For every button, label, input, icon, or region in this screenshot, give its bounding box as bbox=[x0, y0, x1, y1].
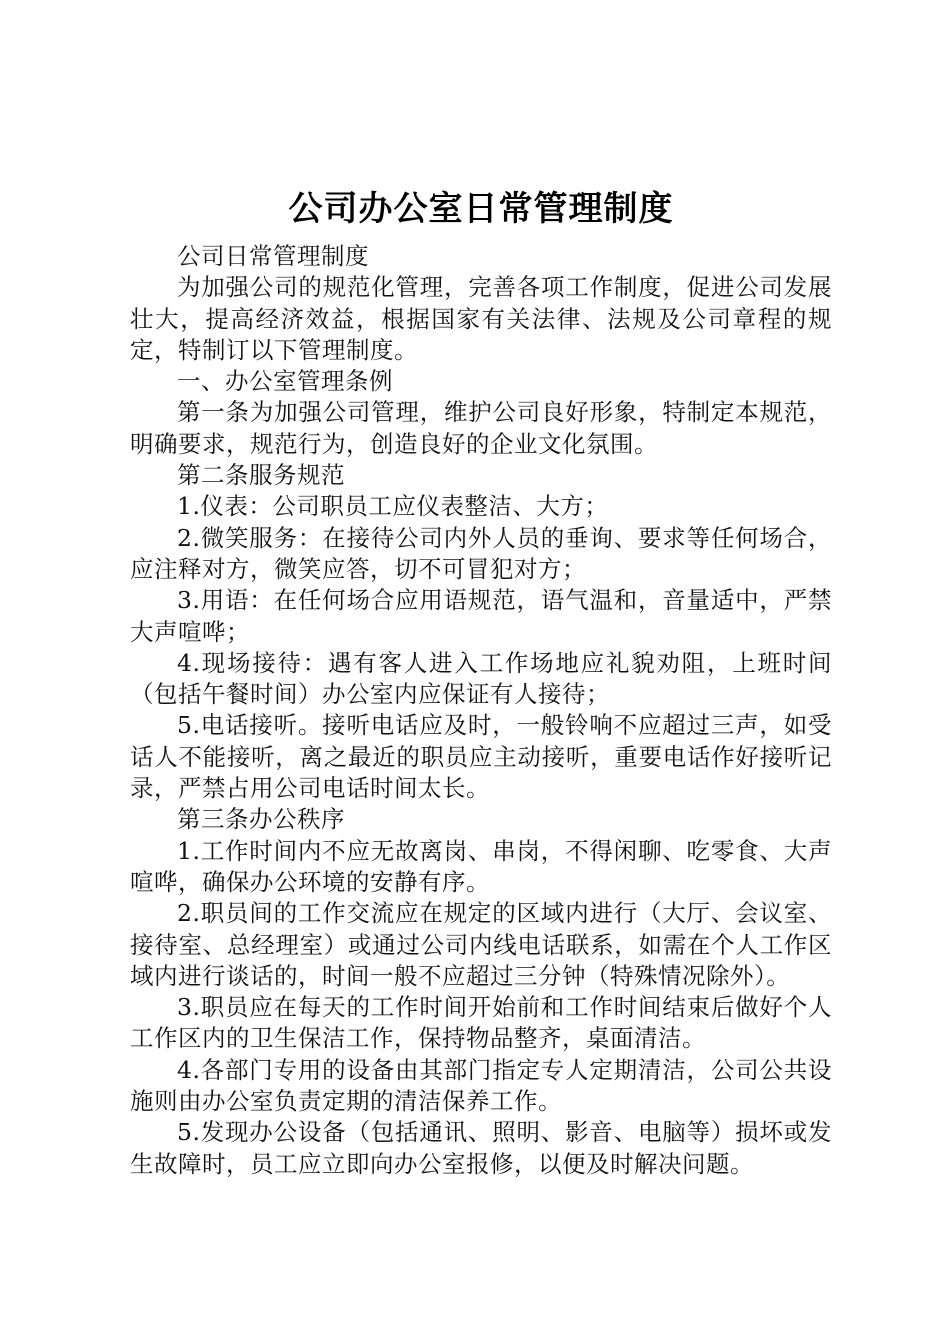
section-heading-office-regulations: 一、办公室管理条例 bbox=[177, 367, 393, 396]
article-3-item-1: 1.工作时间内不应无故离岗、串岗，不得闲聊、吃零食、大声喧哗，确保办公环境的安静有序。 bbox=[130, 836, 832, 896]
article-1-paragraph: 第一条为加强公司管理，维护公司良好形象，特制定本规范，明确要求，规范行为，创造良好的企业文化氛围。 bbox=[130, 398, 832, 458]
document-title: 公司办公室日常管理制度 bbox=[288, 189, 674, 229]
article-2-item-2: 2.微笑服务：在接待公司内外人员的垂询、要求等任何场合，应注释对方，微笑应答，切不可冒犯对方； bbox=[130, 523, 832, 583]
article-2-heading: 第二条服务规范 bbox=[177, 461, 345, 490]
article-3-item-4: 4.各部门专用的设备由其部门指定专人定期清洁，公司公共设施则由办公室负责定期的清洁保养工作。 bbox=[130, 1055, 832, 1116]
article-2-item-4: 4.现场接待：遇有客人进入工作场地应礼貌劝阻，上班时间（包括午餐时间）办公室内应保证有人接待； bbox=[130, 648, 832, 709]
article-3-item-3: 3.职员应在每天的工作时间开始前和工作时间结束后做好个人工作区内的卫生保洁工作，保持物品整齐，桌面清洁。 bbox=[130, 993, 832, 1053]
article-3-heading: 第三条办公秩序 bbox=[177, 805, 345, 834]
article-3-item-2: 2.职员间的工作交流应在规定的区域内进行（大厅、会议室、接待室、总经理室）或通过公司内线电话联系，如需在个人工作区域内进行谈话的，时间一般不应超过三分钟（特殊情况除外）。 bbox=[130, 899, 832, 990]
article-2-item-1: 1.仪表：公司职员工应仪表整洁、大方； bbox=[177, 492, 609, 521]
subtitle-paragraph: 公司日常管理制度 bbox=[177, 242, 369, 270]
article-3-item-5: 5.发现办公设备（包括通讯、照明、影音、电脑等）损坏或发生故障时，员工应立即向办公室报修，以便及时解决问题。 bbox=[130, 1118, 832, 1178]
article-2-item-5: 5.电话接听。接听电话应及时，一般铃响不应超过三声，如受话人不能接听，离之最近的职员应主动接听，重要电话作好接听记录，严禁占用公司电话时间太长。 bbox=[130, 711, 832, 803]
document-page bbox=[130, 183, 832, 1180]
intro-paragraph: 为加强公司的规范化管理，完善各项工作制度，促进公司发展壮大，提高经济效益，根据国家有关法律、法规及公司章程的规定，特制订以下管理制度。 bbox=[130, 273, 832, 364]
article-2-item-3: 3.用语：在任何场合应用语规范，语气温和，音量适中，严禁大声喧哗； bbox=[130, 586, 832, 646]
